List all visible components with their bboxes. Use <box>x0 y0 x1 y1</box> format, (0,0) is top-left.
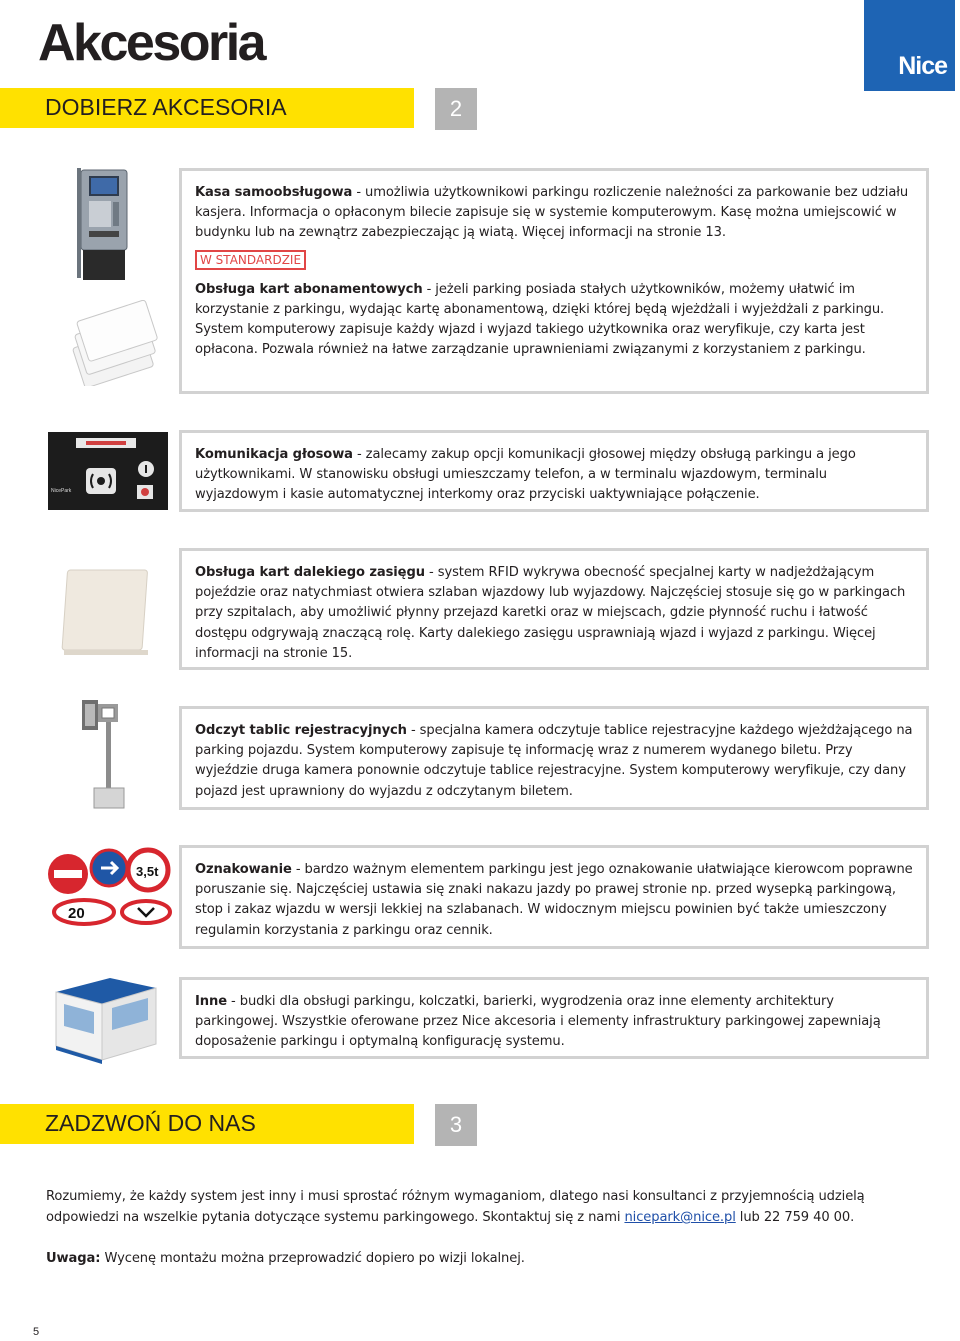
contact-text-after: lub 22 759 40 00. <box>735 1210 855 1225</box>
payment-machine-icon <box>75 168 131 283</box>
note-text <box>46 1248 926 1269</box>
intercom-panel-icon <box>48 432 168 510</box>
page-title: Akcesoria <box>38 14 265 72</box>
nice-logo <box>864 0 955 91</box>
intercom-panel-label: NicePark <box>51 488 72 494</box>
logo-text: Nice <box>898 52 947 80</box>
contact-text <box>46 1186 926 1228</box>
item-tablice-text <box>195 721 914 802</box>
section-3-header <box>0 1104 414 1144</box>
item-karty-desc: - jeżeli parking posiada stałych użytkowników, możemy ułatwić im korzystanie z parkingu, wydając kartę abonamentową, dzięki której będą wjeżdżali i wyjeżdżali z parkingu. System komputerowy zapisuje każdy wjazd i wyjazd takiego użytkownika oraz weryfikuje, czy karta jest opłacona. Pozwala również na łatwe zarządzanie uprawnieniami związanymi z korzystaniem z parkingu. <box>195 281 885 358</box>
item-oznakowanie-text <box>195 860 914 941</box>
item-dalekiego-name: Obsługa kart dalekiego zasięgu <box>195 565 425 580</box>
contact-text-before: Rozumiemy, że każdy system jest inny i musi sprostać różnym wymaganiom, dlatego nasi konsultanci z przyjemnością udzielą odpowiedzi na wszelkie pytania dotyczące systemu parkingowego. Skontaktuj się z nami <box>46 1189 865 1225</box>
note-label: Uwaga: <box>46 1251 101 1266</box>
accessory-box-dalekiego <box>179 548 929 670</box>
booth-icon <box>52 974 160 1064</box>
item-tablice-desc: - specjalna kamera odczytuje tablice rejestracyjne każdego wjeżdżającego na parking pojazdu. System komputerowy zapisuje tę informację wraz z numerem wydanego biletu. Przy wyjeździe druga kamera ponownie odczytuje tablice rejestracyjne. System komputerowy weryfikuje, czy dany pojazd jest uprawniony do wyjazdu z odczytanym biletem. <box>195 723 913 799</box>
item-glosowa-name: Komunikacja głosowa <box>195 447 353 462</box>
sign-speed-label: 20 <box>68 905 85 922</box>
item-oznakowanie-name: Oznakowanie <box>195 862 292 877</box>
item-oznakowanie-desc: - bardzo ważnym elementem parkingu jest jego oznakowanie ułatwiające kierowcom poprawne poruszanie się. Najczęściej ustawia się znaki nakazu jazdy po prawej stronie np. przed wysepką parkingową, stop i zakaz wjazdu w wersji lekkiej na szlabanach. W widocznym miejscu powinien być także umieszczony regulamin korzystania z parkingu oraz cennik. <box>195 862 913 938</box>
road-signs-icon <box>46 846 174 926</box>
item-karty-name: Obsługa kart abonamentowych <box>195 281 423 297</box>
rfid-reader-icon <box>58 564 156 662</box>
section-2-header <box>0 88 414 128</box>
section-2-title: DOBIERZ AKCESORIA <box>45 94 287 120</box>
item-inne-text <box>195 992 914 1053</box>
item-inne-name: Inne <box>195 994 227 1009</box>
item-kasa-desc: - umożliwia użytkownikowi parkingu rozliczenie należności za parkowanie bez udziału kasjera. Informacja o opłaconym bilecie zapisuje się w systemie komputerowym. Kasę można umiejscowić w budynku lub na zewnątrz zabezpieczając ją wiatą. Więcej informacji na stronie 13. <box>195 185 909 241</box>
item-glosowa-text <box>195 445 914 506</box>
section-3-number: 3 <box>435 1104 477 1146</box>
sign-weight-label: 3,5t <box>136 864 159 879</box>
contact-email-link[interactable]: nicepark@nice.pl <box>624 1210 736 1225</box>
accessory-box-inne <box>179 977 929 1059</box>
accessory-box-kasa-karty <box>179 168 929 394</box>
accessory-box-oznakowanie <box>179 845 929 949</box>
item-dalekiego-text <box>195 563 914 664</box>
contact-paragraph <box>46 1186 926 1228</box>
cards-icon <box>63 300 173 386</box>
note-desc: Wycenę montażu można przeprowadzić dopiero po wizji lokalnej. <box>100 1251 525 1266</box>
item-glosowa-desc: - zalecamy zakup opcji komunikacji głosowej między obsługą parkingu a jego użytkownikami. W stanowisku obsługi umieszczamy telefon, a w terminalu wjazdowym, terminalu wyjazdowym i kasie automatycznej interkomy oraz przyciski uaktywniające połączenie. <box>195 447 856 503</box>
item-inne-desc: - budki dla obsługi parkingu, kolczatki, barierki, wygrodzenia oraz inne elementy architektury parkingowej. Wszystkie oferowane przez Nice akcesoria i elementy infrastruktury parkingowej zapewniają doposażenie parkingu i optymalną konfigurację systemu. <box>195 994 881 1050</box>
accessory-box-tablice <box>179 706 929 810</box>
accessory-box-glosowa <box>179 430 929 512</box>
item-kasa-name: Kasa samoobsługowa <box>195 185 353 200</box>
camera-pole-icon <box>76 698 136 812</box>
note-paragraph <box>46 1248 926 1269</box>
item-dalekiego-desc: - system RFID wykrywa obecność specjalnej karty w nadjeżdżającym pojeździe oraz natychmiast otwiera szlaban wjazdowy lub wyjazdowy. Najczęściej stosuje się go w parkingach przy szpitalach, aby umożliwić płynny przejazd karetki oraz w miejscach, gdzie płynność ruchu i łatwość dostępu odgrywają znaczącą rolę. Karty dalekiego zasięgu usprawniają wjazd i wyjazd z parkingu. Więcej informacji na stronie 15. <box>195 565 906 661</box>
page-number: 5 <box>33 1326 40 1338</box>
item-karty-text <box>195 280 914 361</box>
standard-badge: W STANDARDZIE <box>195 250 306 270</box>
item-tablice-name: Odczyt tablic rejestracyjnych <box>195 723 407 738</box>
section-3-title: ZADZWOŃ DO NAS <box>45 1110 256 1136</box>
section-2-number: 2 <box>435 88 477 130</box>
item-kasa-text <box>195 183 914 244</box>
